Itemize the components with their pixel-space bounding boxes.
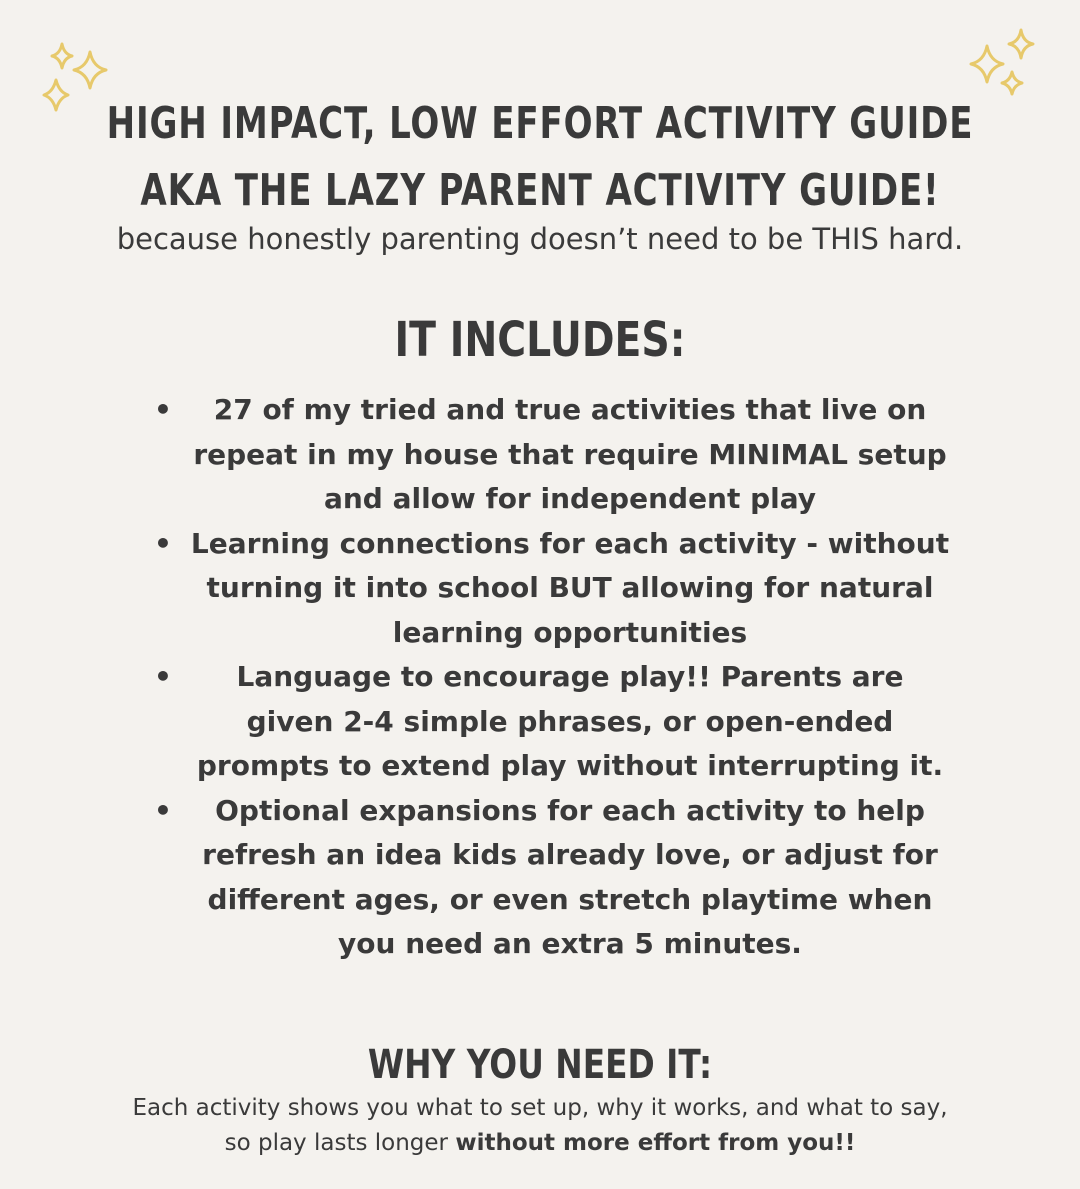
bullet-icon: • (154, 793, 172, 827)
list-item-text: Language to encourage play!! Parents are given 2-4 simple phrases, or open-ended prompts to extend play without interrupting it. (196, 660, 944, 782)
why-line-1: Each activity shows you what to set up, why it works, and what to say, (132, 1095, 948, 1121)
list-item (150, 522, 950, 656)
page-title: HIGH IMPACT, LOW EFFORT ACTIVITY GUIDE (106, 98, 974, 149)
list-item-text: Optional expansions for each activity to help refresh an idea kids already love, or adjust for different ages, or even stretch playtime when you need an extra 5 minutes. (202, 793, 938, 960)
why-description (0, 1091, 1080, 1161)
why-line-2-bold: without more effort from you!! (455, 1130, 856, 1156)
why-heading: WHY YOU NEED IT: (367, 1042, 713, 1088)
includes-heading: IT INCLUDES: (394, 312, 686, 368)
list-item-text: Learning connections for each activity - without turning it into school BUT allowing for natural learning opportunities (190, 526, 950, 649)
bullet-icon: • (154, 526, 172, 560)
list-item (150, 388, 950, 522)
tagline: because honestly parenting doesn’t need to be THIS hard. (116, 222, 964, 256)
page-subtitle-heading: AKA THE LAZY PARENT ACTIVITY GUIDE! (140, 165, 940, 216)
list-item-text: 27 of my tried and true activities that live on repeat in my house that require MINIMAL setup and allow for independent play (193, 393, 947, 515)
bullet-icon: • (154, 393, 172, 426)
includes-list (150, 388, 950, 967)
bullet-icon: • (154, 660, 172, 693)
why-line-2-regular: so play lasts longer (224, 1130, 456, 1156)
list-item (150, 789, 950, 967)
sparkles-icon (965, 28, 1040, 103)
list-item (150, 655, 950, 789)
